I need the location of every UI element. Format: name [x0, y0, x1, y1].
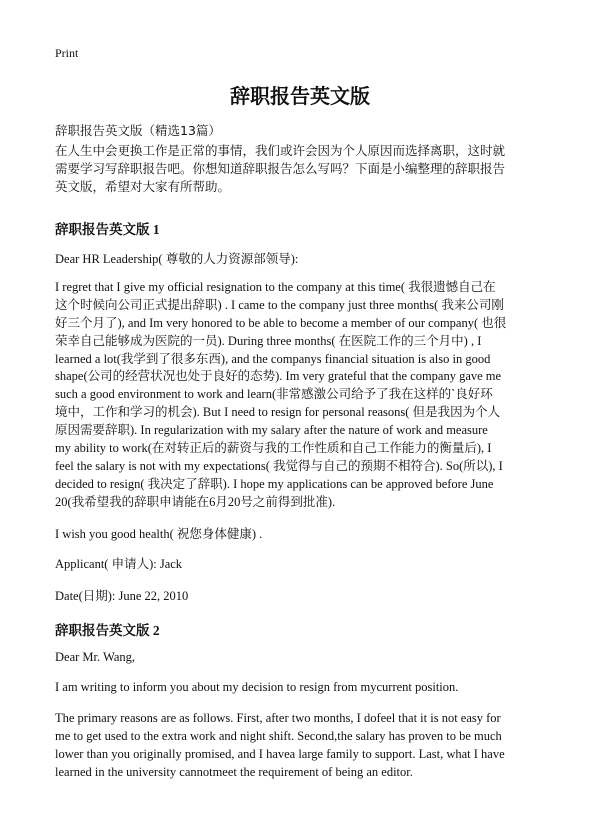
- subtitle: 辞职报告英文版（精选13篇）: [55, 123, 221, 138]
- salutation-1: Dear HR Leadership( 尊敬的人力资源部领导):: [55, 252, 299, 266]
- text-line: 原因需要辞职). In regularization with my salary after the nature of work and measure: [55, 423, 488, 438]
- text-line: feel the salary is not with my expectations( 我觉得与自己的预期不相符合). So(所以), I: [55, 458, 503, 473]
- section-heading-1: 辞职报告英文版 1: [55, 222, 160, 237]
- text-line: such a good environment to work and learn(非常感激公司给予了我在这样的`良好环: [55, 387, 493, 402]
- letter-paragraph-2a: I am writing to inform you about my decision to resign from mycurrent position.: [55, 680, 459, 694]
- text-line: lower than you originally promised, and I havea large family to support. Last, what I have: [55, 746, 505, 761]
- print-link[interactable]: Print: [55, 46, 79, 60]
- section-heading-2: 辞职报告英文版 2: [55, 623, 160, 638]
- intro-paragraph: [55, 142, 505, 196]
- text-line: 好三个月了), and Im very honored to be able to become a member of our company( 也很: [55, 315, 507, 330]
- closing-wish: I wish you good health( 祝您身体健康) .: [55, 527, 263, 541]
- text-line: 荣幸自己能够成为医院的一员). During three months( 在医院工作的三个月中) , I: [55, 333, 482, 348]
- salutation-2: Dear Mr. Wang,: [55, 650, 135, 664]
- text-line: 英文版，希望对大家有所帮助。: [55, 178, 231, 194]
- page-title: 辞职报告英文版: [230, 84, 370, 108]
- applicant: Applicant( 申请人): Jack: [55, 557, 183, 571]
- text-line: I regret that I give my official resignation to the company at this time( 我很遗憾自己在: [55, 280, 496, 294]
- text-line: decided to resign( 我决定了辞职). I hope my applications can be approved before June: [55, 476, 494, 491]
- text-line: me to get used to the extra work and night shift. Second,the salary has proven to be much: [55, 728, 502, 743]
- text-line: learned in the university cannotmeet the requirement of being an editor.: [55, 764, 413, 779]
- text-line: 20(我希望我的辞职申请能在6月20号之前得到批准).: [55, 494, 336, 509]
- text-line: my ability to work(在对转正后的薪资与我的工作性质和自己工作能力的衡量后), I: [55, 441, 492, 456]
- text-line: shape(公司的经营状况也处于良好的态势). Im very grateful that the company gave me: [55, 369, 502, 384]
- text-line: learned a lot(我学到了很多东西), and the companys financial situation is also in good: [55, 351, 491, 366]
- date: Date(日期): June 22, 2010: [55, 589, 189, 603]
- text-line: 境中，工作和学习的机会). But I need to resign for personal reasons( 但是我因为个人: [55, 405, 501, 420]
- letter-body-2: [55, 710, 505, 782]
- text-line: The primary reasons are as follows. First, after two months, I dofeel that it is not easy for: [55, 711, 501, 725]
- text-line: 在人生中会更换工作是正常的事情，我们或许会因为个人原因而选择离职，这时就: [55, 143, 506, 158]
- letter-body-1: [55, 279, 506, 512]
- text-line: 需要学习写辞职报告吧。你想知道辞职报告怎么写吗？下面是小编整理的辞职报告: [55, 160, 506, 176]
- text-line: 这个时候向公司正式提出辞职) . I came to the company just three months( 我来公司刚: [55, 297, 504, 312]
